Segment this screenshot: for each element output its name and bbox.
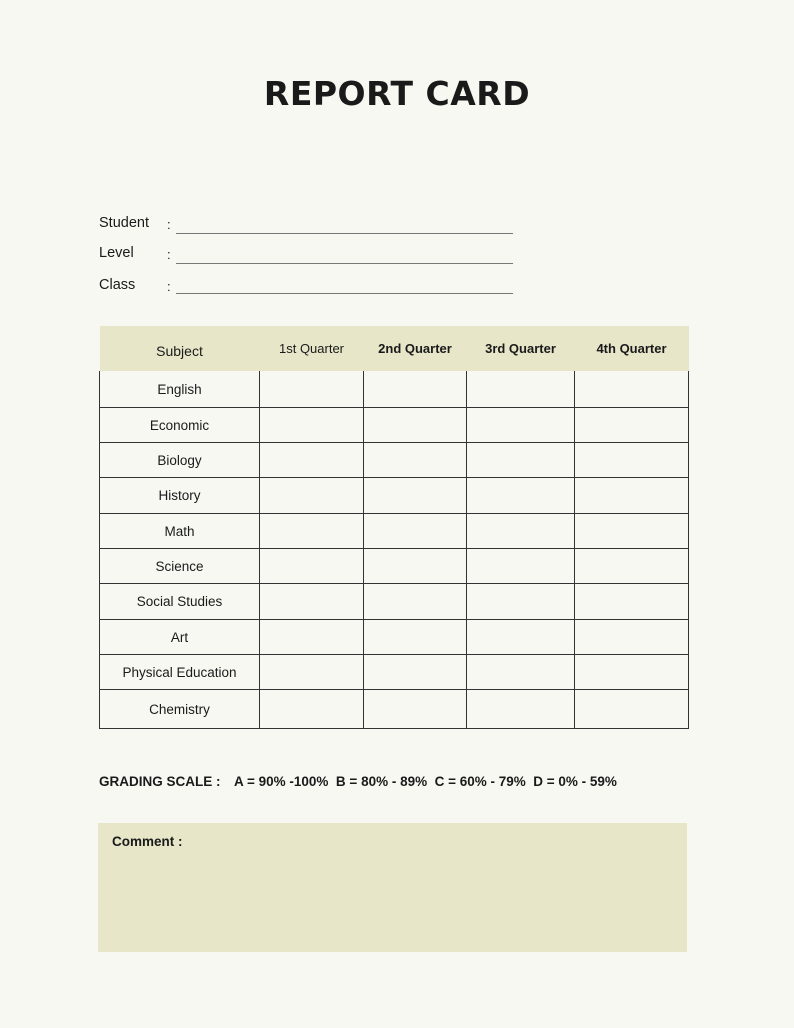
- grade-cell-q3[interactable]: [467, 443, 575, 478]
- grade-cell-q1[interactable]: [260, 549, 364, 584]
- grade-cell-q1[interactable]: [260, 655, 364, 690]
- table-row: [100, 478, 689, 514]
- grade-cell-q4[interactable]: [575, 478, 689, 514]
- table-row: [100, 408, 689, 443]
- level-field[interactable]: [176, 263, 513, 264]
- grading-scale: [99, 774, 617, 789]
- class-row: [99, 277, 519, 301]
- grading-scale-values: A = 90% -100% B = 80% - 89% C = 60% - 79% D = 0% - 59%: [234, 774, 617, 789]
- grade-cell-q2[interactable]: [364, 584, 467, 620]
- grade-cell-q4[interactable]: [575, 620, 689, 655]
- grade-cell-q2[interactable]: [364, 478, 467, 514]
- grade-cell-q2[interactable]: [364, 408, 467, 443]
- subject-cell: Economic: [100, 408, 260, 443]
- grade-cell-q3[interactable]: [467, 514, 575, 549]
- grade-cell-q2[interactable]: [364, 514, 467, 549]
- table-header-row: [100, 326, 689, 371]
- grade-cell-q1[interactable]: [260, 408, 364, 443]
- grade-cell-q4[interactable]: [575, 584, 689, 620]
- subject-cell: English: [100, 371, 260, 408]
- grade-cell-q1[interactable]: [260, 371, 364, 408]
- page-title: REPORT CARD: [263, 74, 531, 113]
- table-row: [100, 655, 689, 690]
- header-quarter-2: 2nd Quarter: [364, 326, 467, 371]
- class-field[interactable]: [176, 293, 513, 294]
- level-row: [99, 245, 519, 269]
- grade-cell-q3[interactable]: [467, 478, 575, 514]
- level-label: Level: [99, 245, 134, 261]
- grade-cell-q4[interactable]: [575, 514, 689, 549]
- grade-cell-q3[interactable]: [467, 620, 575, 655]
- grades-table: [99, 326, 689, 729]
- table-row: [100, 584, 689, 620]
- subject-cell: Math: [100, 514, 260, 549]
- grades-body: [100, 371, 689, 729]
- grade-cell-q4[interactable]: [575, 690, 689, 729]
- grade-cell-q2[interactable]: [364, 549, 467, 584]
- header-quarter-1: 1st Quarter: [260, 326, 364, 371]
- class-colon: :: [167, 279, 171, 294]
- grade-cell-q1[interactable]: [260, 584, 364, 620]
- grade-cell-q2[interactable]: [364, 371, 467, 408]
- grade-cell-q4[interactable]: [575, 549, 689, 584]
- header-quarter-3: 3rd Quarter: [467, 326, 575, 371]
- grade-cell-q4[interactable]: [575, 408, 689, 443]
- subject-cell: Physical Education: [100, 655, 260, 690]
- subject-cell: Art: [100, 620, 260, 655]
- grade-cell-q1[interactable]: [260, 620, 364, 655]
- grade-cell-q3[interactable]: [467, 371, 575, 408]
- grade-cell-q3[interactable]: [467, 549, 575, 584]
- grade-cell-q2[interactable]: [364, 655, 467, 690]
- subject-cell: History: [100, 478, 260, 514]
- grade-cell-q4[interactable]: [575, 443, 689, 478]
- grade-cell-q2[interactable]: [364, 690, 467, 729]
- student-colon: :: [167, 217, 171, 232]
- table-row: [100, 549, 689, 584]
- grade-cell-q1[interactable]: [260, 478, 364, 514]
- class-label: Class: [99, 277, 136, 293]
- grade-cell-q4[interactable]: [575, 371, 689, 408]
- grading-scale-label: GRADING SCALE :: [99, 774, 221, 789]
- grade-cell-q4[interactable]: [575, 655, 689, 690]
- student-field[interactable]: [176, 233, 513, 234]
- subject-cell: Chemistry: [100, 690, 260, 729]
- comment-label: Comment :: [112, 834, 183, 849]
- grade-cell-q1[interactable]: [260, 514, 364, 549]
- student-row: [99, 215, 519, 239]
- subject-cell: Social Studies: [100, 584, 260, 620]
- table-row: [100, 514, 689, 549]
- level-colon: :: [167, 247, 171, 262]
- student-label: Student: [99, 215, 149, 231]
- grade-cell-q1[interactable]: [260, 443, 364, 478]
- grade-cell-q2[interactable]: [364, 443, 467, 478]
- comment-box[interactable]: [98, 823, 687, 952]
- header-quarter-4: 4th Quarter: [575, 326, 689, 371]
- grade-cell-q3[interactable]: [467, 584, 575, 620]
- grade-cell-q3[interactable]: [467, 655, 575, 690]
- grade-cell-q2[interactable]: [364, 620, 467, 655]
- grade-cell-q3[interactable]: [467, 690, 575, 729]
- subject-cell: Biology: [100, 443, 260, 478]
- table-row: [100, 443, 689, 478]
- table-row: [100, 690, 689, 729]
- table-row: [100, 620, 689, 655]
- subject-cell: Science: [100, 549, 260, 584]
- grade-cell-q3[interactable]: [467, 408, 575, 443]
- grade-cell-q1[interactable]: [260, 690, 364, 729]
- table-row: [100, 371, 689, 408]
- header-subject: Subject: [100, 326, 260, 371]
